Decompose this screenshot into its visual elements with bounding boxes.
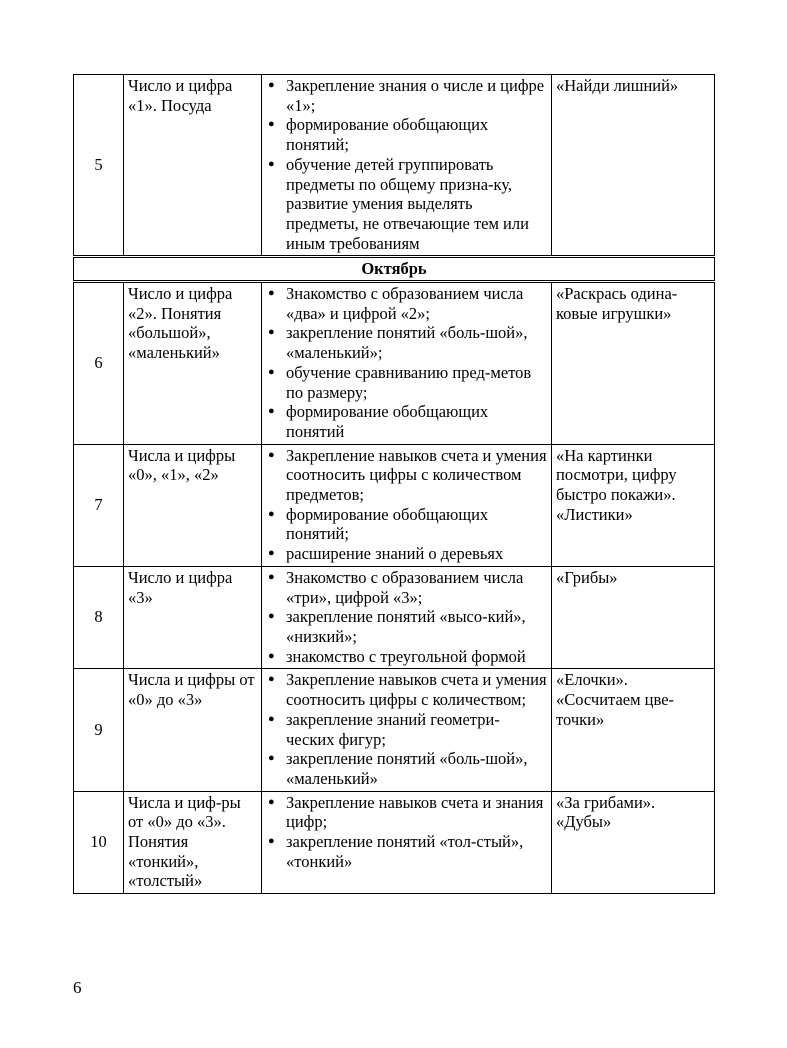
table-row	[74, 282, 715, 445]
lesson-goals	[262, 791, 552, 894]
goal-item: ● Закрепление навыков счета и знания цифр;	[266, 793, 547, 832]
lesson-topic: Число и цифра «2». Понятия «большой», «маленький»	[124, 282, 262, 445]
goal-item: ● закрепление понятий «тол-стый», «тонкий»	[266, 832, 547, 871]
lesson-game: «Грибы»	[552, 566, 715, 669]
lesson-goals	[262, 444, 552, 566]
lesson-game: «За грибами». «Дубы»	[552, 791, 715, 894]
month-row	[74, 257, 715, 282]
goal-item: ● Закрепление знания о числе и цифре «1»;	[266, 76, 547, 115]
table-body	[74, 75, 715, 894]
lesson-number: 8	[74, 566, 124, 669]
lesson-goals	[262, 282, 552, 445]
table-row	[74, 75, 715, 257]
lesson-game: «Раскрась одина-ковые игрушки»	[552, 282, 715, 445]
goal-item: ● закрепление понятий «высо-кий», «низкий»;	[266, 607, 547, 646]
lesson-topic: Числа и цифры от «0» до «3»	[124, 669, 262, 791]
lesson-goals	[262, 566, 552, 669]
goal-item: ● закрепление знаний геометри-ческих фигур;	[266, 710, 547, 749]
lesson-game: «На картинки посмотри, цифру быстро покажи». «Листики»	[552, 444, 715, 566]
table-row	[74, 444, 715, 566]
lesson-topic: Число и цифра «3»	[124, 566, 262, 669]
lesson-number: 9	[74, 669, 124, 791]
goals-list	[266, 76, 547, 253]
goal-item: ● Закрепление навыков счета и умения соотносить цифры с количеством предметов;	[266, 446, 547, 505]
page-number: 6	[73, 978, 82, 997]
lesson-topic: Числа и цифры «0», «1», «2»	[124, 444, 262, 566]
goal-item: ● закрепление понятий «боль-шой», «маленький»	[266, 749, 547, 788]
lesson-game: «Елочки». «Сосчитаем цве-точки»	[552, 669, 715, 791]
goal-item: ● формирование обобщающих понятий;	[266, 115, 547, 154]
table-row	[74, 669, 715, 791]
goal-item: ● формирование обобщающих понятий;	[266, 505, 547, 544]
goal-item: ● обучение сравниванию пред-метов по размеру;	[266, 363, 547, 402]
lesson-number: 7	[74, 444, 124, 566]
goal-item: ● Закрепление навыков счета и умения соотносить цифры с количеством;	[266, 670, 547, 709]
goals-list	[266, 284, 547, 442]
goal-item: ● закрепление понятий «боль-шой», «маленький»;	[266, 323, 547, 362]
goal-item: ● Знакомство с образованием числа «два» и цифрой «2»;	[266, 284, 547, 323]
table-row	[74, 791, 715, 894]
lesson-number: 10	[74, 791, 124, 894]
goal-item: ● формирование обобщающих понятий	[266, 402, 547, 441]
table-row	[74, 566, 715, 669]
lesson-plan-table	[73, 74, 715, 894]
goal-item: ● обучение детей группировать предметы по общему призна-ку, развитие умения выделять предметы, не отвечающие тем или иным требованиям	[266, 155, 547, 254]
lesson-number: 6	[74, 282, 124, 445]
goals-list	[266, 793, 547, 872]
month-heading: Октябрь	[74, 257, 715, 282]
lesson-topic: Число и цифра «1». Посуда	[124, 75, 262, 257]
goal-item: ● Знакомство с образованием числа «три», цифрой «3»;	[266, 568, 547, 607]
goals-list	[266, 670, 547, 788]
lesson-number: 5	[74, 75, 124, 257]
lesson-topic: Числа и циф-ры от «0» до «3». Понятия «тонкий», «толстый»	[124, 791, 262, 894]
lesson-goals	[262, 75, 552, 257]
goals-list	[266, 568, 547, 667]
lesson-goals	[262, 669, 552, 791]
lesson-game: «Найди лишний»	[552, 75, 715, 257]
goals-list	[266, 446, 547, 564]
goal-item: ● расширение знаний о деревьях	[266, 544, 547, 564]
goal-item: ● знакомство с треугольной формой	[266, 647, 547, 667]
